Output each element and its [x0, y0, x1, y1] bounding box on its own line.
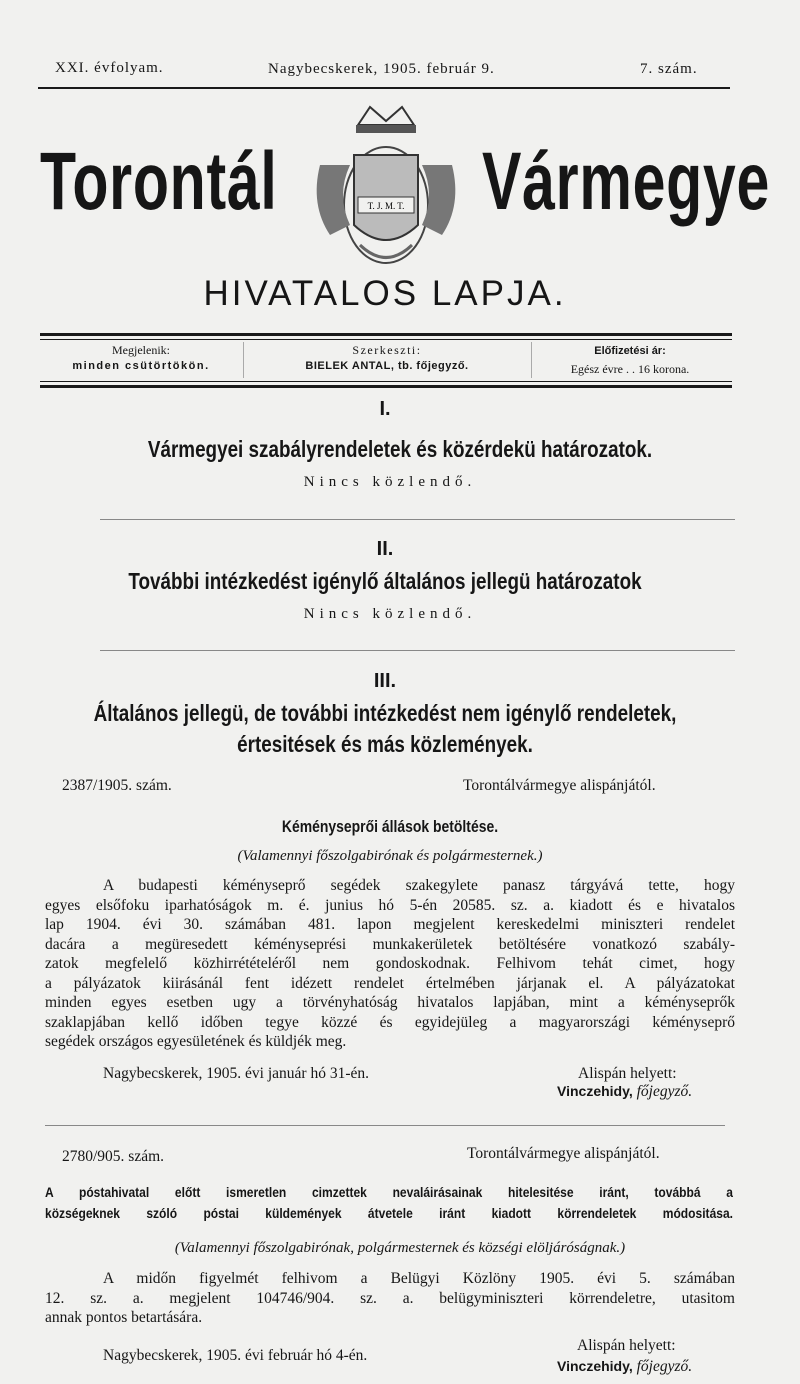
article-source: Torontálvármegye alispánjától.: [463, 777, 656, 794]
body-line: szaklapjában kellő időben tegye közzé és egyidejüleg a magyarországi kéményseprő: [45, 1013, 735, 1031]
article-date: Nagybecskerek, 1905. évi február hó 4-én.: [103, 1347, 368, 1364]
section-heading: Vármegyei szabályrendeletek és közérdekü határozatok.: [147, 436, 653, 462]
section-heading: Általános jellegü, de további intézkedést nem igénylő rendeletek,: [93, 700, 677, 726]
editor-label: Szerkeszti:: [352, 343, 422, 357]
section-heading: értesitések és más közlemények.: [237, 731, 533, 757]
published-value: minden csütörtökön.: [72, 360, 210, 372]
article-addressee: (Valamennyi főszolgabirónak és polgármesternek.): [237, 848, 543, 864]
body-line: A budapesti kéményseprő segédek szakegylete panasz tárgyává tette, hogy: [103, 877, 735, 894]
body-line: zatok megfelelő közhirrétételéről nem gondoskodnak. Felhivom tehát cimet, hogy: [45, 955, 735, 972]
signature-name: Vinczehidy,: [557, 1358, 633, 1374]
article-title: A póstahivatal előtt ismeretlen cimzettek nevaláirásainak hitelesitése iránt, továbbá a: [45, 1184, 733, 1200]
body-line: egyes elsőfoku iparhatóságok m. é. junius hó 5-én 20585. sz. a. kiadott és e hivatalos: [45, 896, 735, 914]
published-label: Megjelenik:: [112, 343, 170, 357]
signature-title: főjegyző.: [636, 1358, 693, 1375]
section-heading: További intézkedést igénylő általános jellegü határozatok: [128, 568, 642, 594]
divider: [40, 385, 732, 388]
signature-role: Alispán helyett:: [578, 1065, 677, 1082]
divider: [45, 1125, 725, 1126]
body-line: minden egyes esetben ugy a törvényhatóság hivatalos lapjában, mint a kéményseprők: [45, 994, 735, 1011]
signature: [557, 1358, 692, 1376]
place-date: Nagybecskerek, 1905. február 9.: [268, 61, 495, 77]
signature: [557, 1083, 692, 1101]
body-line: dacára a megüresedett kéményseprési munkakerületek betöltésére vonatkozó szabály-: [45, 935, 735, 953]
article-source: Torontálvármegye alispánjától.: [467, 1145, 660, 1162]
price-label: Előfizetési ár:: [594, 345, 666, 357]
price-value: Egész évre . . 16 korona.: [570, 362, 690, 376]
title-right: Vármegye: [482, 136, 771, 227]
article-addressee: (Valamennyi főszolgabirónak, polgármesternek és községi elöljáróságnak.): [174, 1240, 626, 1256]
volume-label: XXI. évfolyam.: [55, 60, 164, 76]
divider: [40, 339, 732, 340]
divider: [38, 87, 730, 89]
divider: [100, 519, 735, 520]
section-numeral: II.: [376, 538, 394, 560]
signature-name: Vinczehidy,: [557, 1083, 633, 1099]
body-line: A midőn figyelmét felhivom a Belügyi Közlöny 1905. évi 5. számában: [103, 1270, 735, 1287]
section-note: Nincs közlendő.: [303, 474, 477, 490]
article-title: községeknek szóló póstai küldemények átvetele iránt kiadott körrendeletek módositása.: [45, 1205, 733, 1221]
article-title: Kéményseprői állások betöltése.: [281, 817, 499, 836]
article-date: Nagybecskerek, 1905. évi január hó 31-én.: [103, 1065, 369, 1082]
section-numeral: I.: [379, 398, 391, 420]
body-line: 12. sz. a. megjelent 104746/904. sz. a. belügyminiszteri körrendeletre, utasitom: [45, 1289, 735, 1307]
divider: [100, 650, 735, 651]
section-note: Nincs közlendő.: [303, 606, 477, 622]
body-line: segédek országos egyesületének és küldjék meg.: [45, 1033, 347, 1050]
crest-text: T. J. M. T.: [367, 201, 405, 211]
section-numeral: III.: [373, 670, 397, 692]
coat-of-arms: [300, 95, 472, 275]
signature-title: főjegyző.: [636, 1083, 693, 1100]
body-line: a pályázatok kiirásánál fent idézett rendelet értelmében járjanak el. A pályázatokat: [45, 974, 735, 992]
body-line: annak pontos betartására.: [45, 1309, 203, 1326]
issue-number: 7. szám.: [640, 61, 698, 77]
title-left: Torontál: [40, 136, 278, 227]
divider: [40, 381, 732, 382]
body-line: lap 1904. évi 30. számában 481. lapon megjelent kereskedelmi miniszteri rendelet: [45, 916, 735, 933]
signature-role: Alispán helyett:: [577, 1337, 676, 1354]
article-number: 2387/1905. szám.: [62, 777, 172, 794]
subtitle: HIVATALOS LAPJA.: [203, 274, 567, 313]
article-number: 2780/905. szám.: [62, 1148, 165, 1165]
editor-value: BIELEK ANTAL, tb. főjegyző.: [305, 360, 469, 372]
divider: [40, 333, 732, 336]
